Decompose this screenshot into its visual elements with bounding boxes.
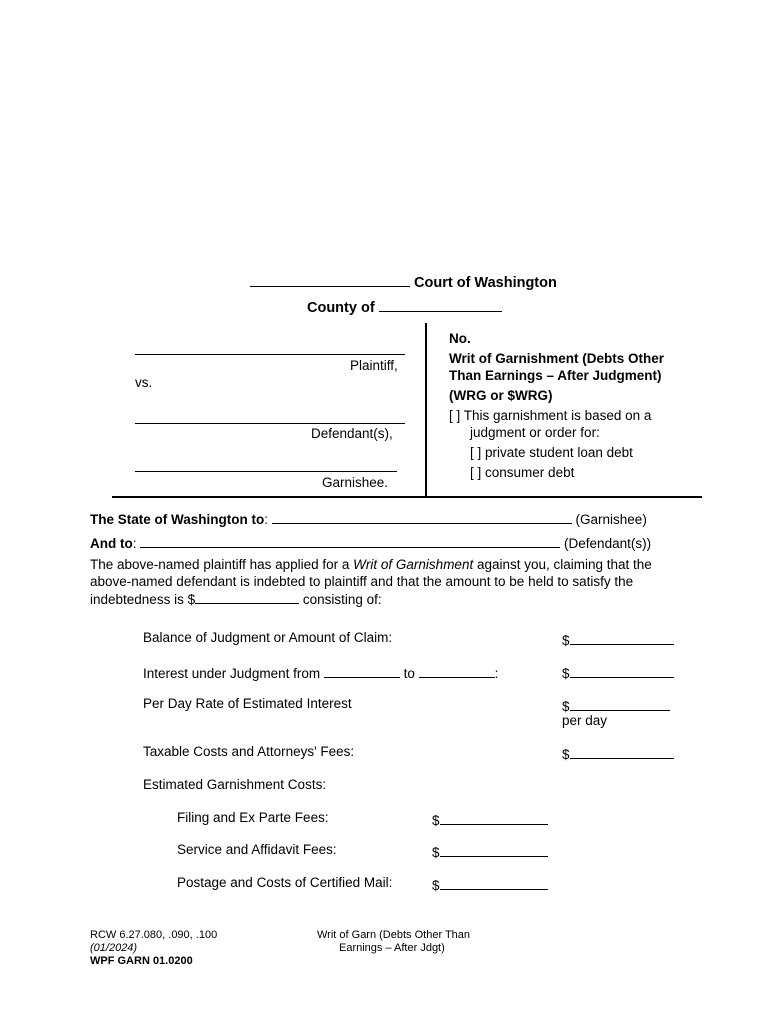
court-name-blank[interactable]	[250, 272, 410, 287]
filing-fees-label: Filing and Ex Parte Fees:	[177, 810, 329, 825]
service-fees-blank[interactable]	[440, 842, 548, 857]
balance-label: Balance of Judgment or Amount of Claim:	[143, 630, 393, 645]
per-day-rate-amount: $	[562, 696, 670, 714]
plaintiff-line[interactable]	[135, 354, 405, 355]
service-fees-label: Service and Affidavit Fees:	[177, 842, 337, 857]
interest-amount-blank[interactable]	[570, 663, 674, 678]
claim-paragraph-line1: The above-named plaintiff has applied for a Writ of Garnishment against you, claiming that the	[90, 557, 652, 572]
service-fees-amount: $	[432, 842, 548, 860]
taxable-costs-blank[interactable]	[570, 744, 674, 759]
garnishee-line[interactable]	[135, 471, 397, 472]
form-title-line2: Than Earnings – After Judgment)	[449, 368, 662, 383]
per-day-rate-label: Per Day Rate of Estimated Interest	[143, 696, 352, 711]
claim-paragraph-line2: above-named defendant is indebted to plaintiff and that the amount to be held to satisfy the	[90, 574, 634, 589]
option-student-loan	[470, 445, 633, 460]
consumer-debt-checkbox[interactable]: [ ]	[470, 465, 482, 480]
option-consumer-debt	[470, 465, 574, 480]
balance-amount-blank[interactable]	[570, 630, 674, 645]
filing-fees-blank[interactable]	[440, 810, 548, 825]
basis-line2: judgment or order for:	[470, 425, 600, 440]
postage-costs-blank[interactable]	[440, 875, 548, 890]
taxable-costs-label: Taxable Costs and Attorneys' Fees:	[143, 744, 355, 759]
basis-line1: This garnishment is based on a	[463, 408, 652, 423]
taxable-costs-amount: $	[562, 744, 674, 762]
and-colon: :	[132, 536, 137, 551]
basis-checkbox[interactable]: [ ]	[449, 408, 461, 423]
footer-rcw: RCW 6.27.080, .090, .100	[90, 929, 218, 941]
student-loan-checkbox[interactable]: [ ]	[470, 445, 482, 460]
form-code: (WRG or $WRG)	[449, 388, 553, 403]
county-title	[307, 297, 502, 316]
court-suffix: Court of Washington	[414, 275, 557, 291]
footer-date: (01/2024)	[90, 942, 138, 954]
county-name-blank[interactable]	[379, 297, 502, 312]
claim-paragraph-line3: indebtedness is $ consisting of:	[90, 592, 382, 607]
case-number-label: No.	[449, 331, 471, 346]
estimated-costs-label: Estimated Garnishment Costs:	[143, 777, 327, 792]
per-day-unit: per day	[562, 713, 608, 728]
footer-center-line2: Earnings – After Jdgt)	[339, 942, 445, 954]
caption-vertical-divider	[425, 323, 427, 497]
footer-center-line1: Writ of Garn (Debts Other Than	[317, 929, 471, 941]
defendant-line[interactable]	[135, 423, 405, 424]
footer-form-id: WPF GARN 01.0200	[90, 955, 193, 967]
basis-statement	[449, 408, 651, 423]
indebtedness-amount-blank[interactable]	[195, 590, 299, 604]
interest-to-date-blank[interactable]	[419, 663, 495, 678]
balance-amount: $	[562, 630, 674, 648]
postage-costs-label: Postage and Costs of Certified Mail:	[177, 875, 393, 890]
student-loan-label: private student loan debt	[485, 445, 633, 460]
garnishee-label: Garnishee.	[322, 475, 389, 490]
interest-label: Interest under Judgment from to :	[143, 663, 498, 681]
interest-amount: $	[562, 663, 674, 681]
vs-label: vs.	[135, 375, 153, 390]
form-title-line1: Writ of Garnishment (Debts Other	[449, 351, 665, 366]
court-title	[250, 272, 557, 291]
plaintiff-label: Plaintiff,	[350, 358, 398, 373]
per-day-rate-blank[interactable]	[570, 696, 670, 711]
defendant-suffix: (Defendant(s))	[564, 536, 652, 551]
county-prefix: County of	[307, 300, 375, 316]
consumer-debt-label: consumer debt	[485, 465, 575, 480]
filing-fees-amount: $	[432, 810, 548, 828]
state-label: The State of Washington to	[90, 512, 265, 527]
writ-term: Writ of Garnishment	[353, 557, 474, 572]
state-address-line	[90, 509, 647, 527]
defendant-name-blank[interactable]	[140, 533, 560, 548]
defendant-address-line	[90, 533, 651, 551]
defendant-label: Defendant(s),	[311, 426, 393, 441]
and-label: And to	[90, 536, 133, 551]
garnishee-name-blank[interactable]	[272, 509, 572, 524]
postage-costs-amount: $	[432, 875, 548, 893]
state-colon: :	[264, 512, 268, 527]
interest-from-date-blank[interactable]	[324, 663, 400, 678]
caption-bottom-divider	[112, 496, 702, 498]
garnishee-suffix: (Garnishee)	[575, 512, 647, 527]
